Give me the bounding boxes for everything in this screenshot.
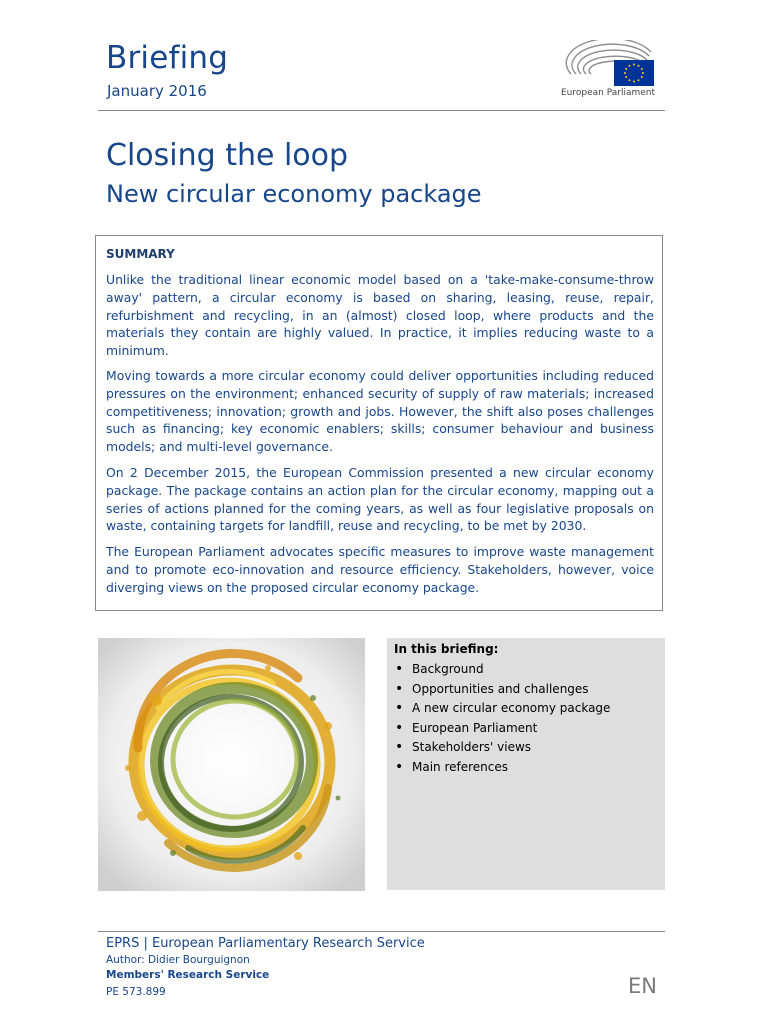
summary-paragraph: On 2 December 2015, the European Commission presented a new circular economy package. The package contains an action plan for the circular economy, mapping out a series of actions planned for the coming years, as well as four legislative proposals on waste, containing targets for landfill, reuse and recycling, to be met by 2030.	[106, 465, 654, 534]
list-item: • Background	[395, 660, 610, 680]
hemicycle-icon	[565, 40, 657, 88]
header-divider	[98, 110, 665, 111]
list-item: • Opportunities and challenges	[395, 680, 610, 700]
summary-paragraph: Moving towards a more circular economy could deliver opportunities including reduced pressures on the environment; enhanced security of supply of raw materials; increased competitiveness; innovation; growth and jobs. However, the shift also poses challenges such as financing; key economic enablers; skills; consumer behaviour and business models; and multi-level governance.	[106, 368, 654, 455]
summary-paragraph: Unlike the traditional linear economic model based on a 'take-make-consume-throw away' pattern, a circular economy is based on sharing, leasing, reuse, repair, refurbishment and recycling, in an (almost) closed loop, where products and the materials they contain are highly valued. In practice, it implies reducing waste to a minimum.	[106, 272, 654, 359]
page-subtitle: New circular economy package	[106, 180, 482, 208]
list-item: • A new circular economy package	[395, 699, 610, 719]
in-this-briefing-heading: In this briefing:	[394, 642, 499, 656]
briefing-contents-list	[395, 660, 610, 778]
summary-paragraph: The European Parliament advocates specific measures to improve waste management and to promote eco-innovation and resource efficiency. Stakeholders, however, voice diverging views on the proposed circular economy package.	[106, 544, 654, 595]
page-title: Closing the loop	[106, 138, 349, 173]
footer-author: Author: Didier Bourguignon	[106, 954, 250, 966]
in-this-briefing-box	[387, 638, 665, 890]
european-parliament-logo	[561, 40, 657, 102]
summary-box	[95, 235, 663, 611]
footer-service: Members' Research Service	[106, 969, 270, 981]
language-code: EN	[628, 974, 657, 998]
footer-document-number: PE 573.899	[106, 986, 166, 998]
logo-text: European Parliament	[561, 88, 656, 98]
circular-economy-illustration	[98, 638, 365, 891]
list-item: • Main references	[395, 758, 610, 778]
briefing-title: Briefing	[106, 40, 229, 76]
list-item: • Stakeholders' views	[395, 738, 610, 758]
list-item: • European Parliament	[395, 719, 610, 739]
summary-heading: SUMMARY	[106, 247, 175, 261]
footer-organization: EPRS | European Parliamentary Research Service	[106, 936, 425, 951]
footer-divider	[98, 931, 665, 932]
briefing-date: January 2016	[107, 82, 207, 100]
